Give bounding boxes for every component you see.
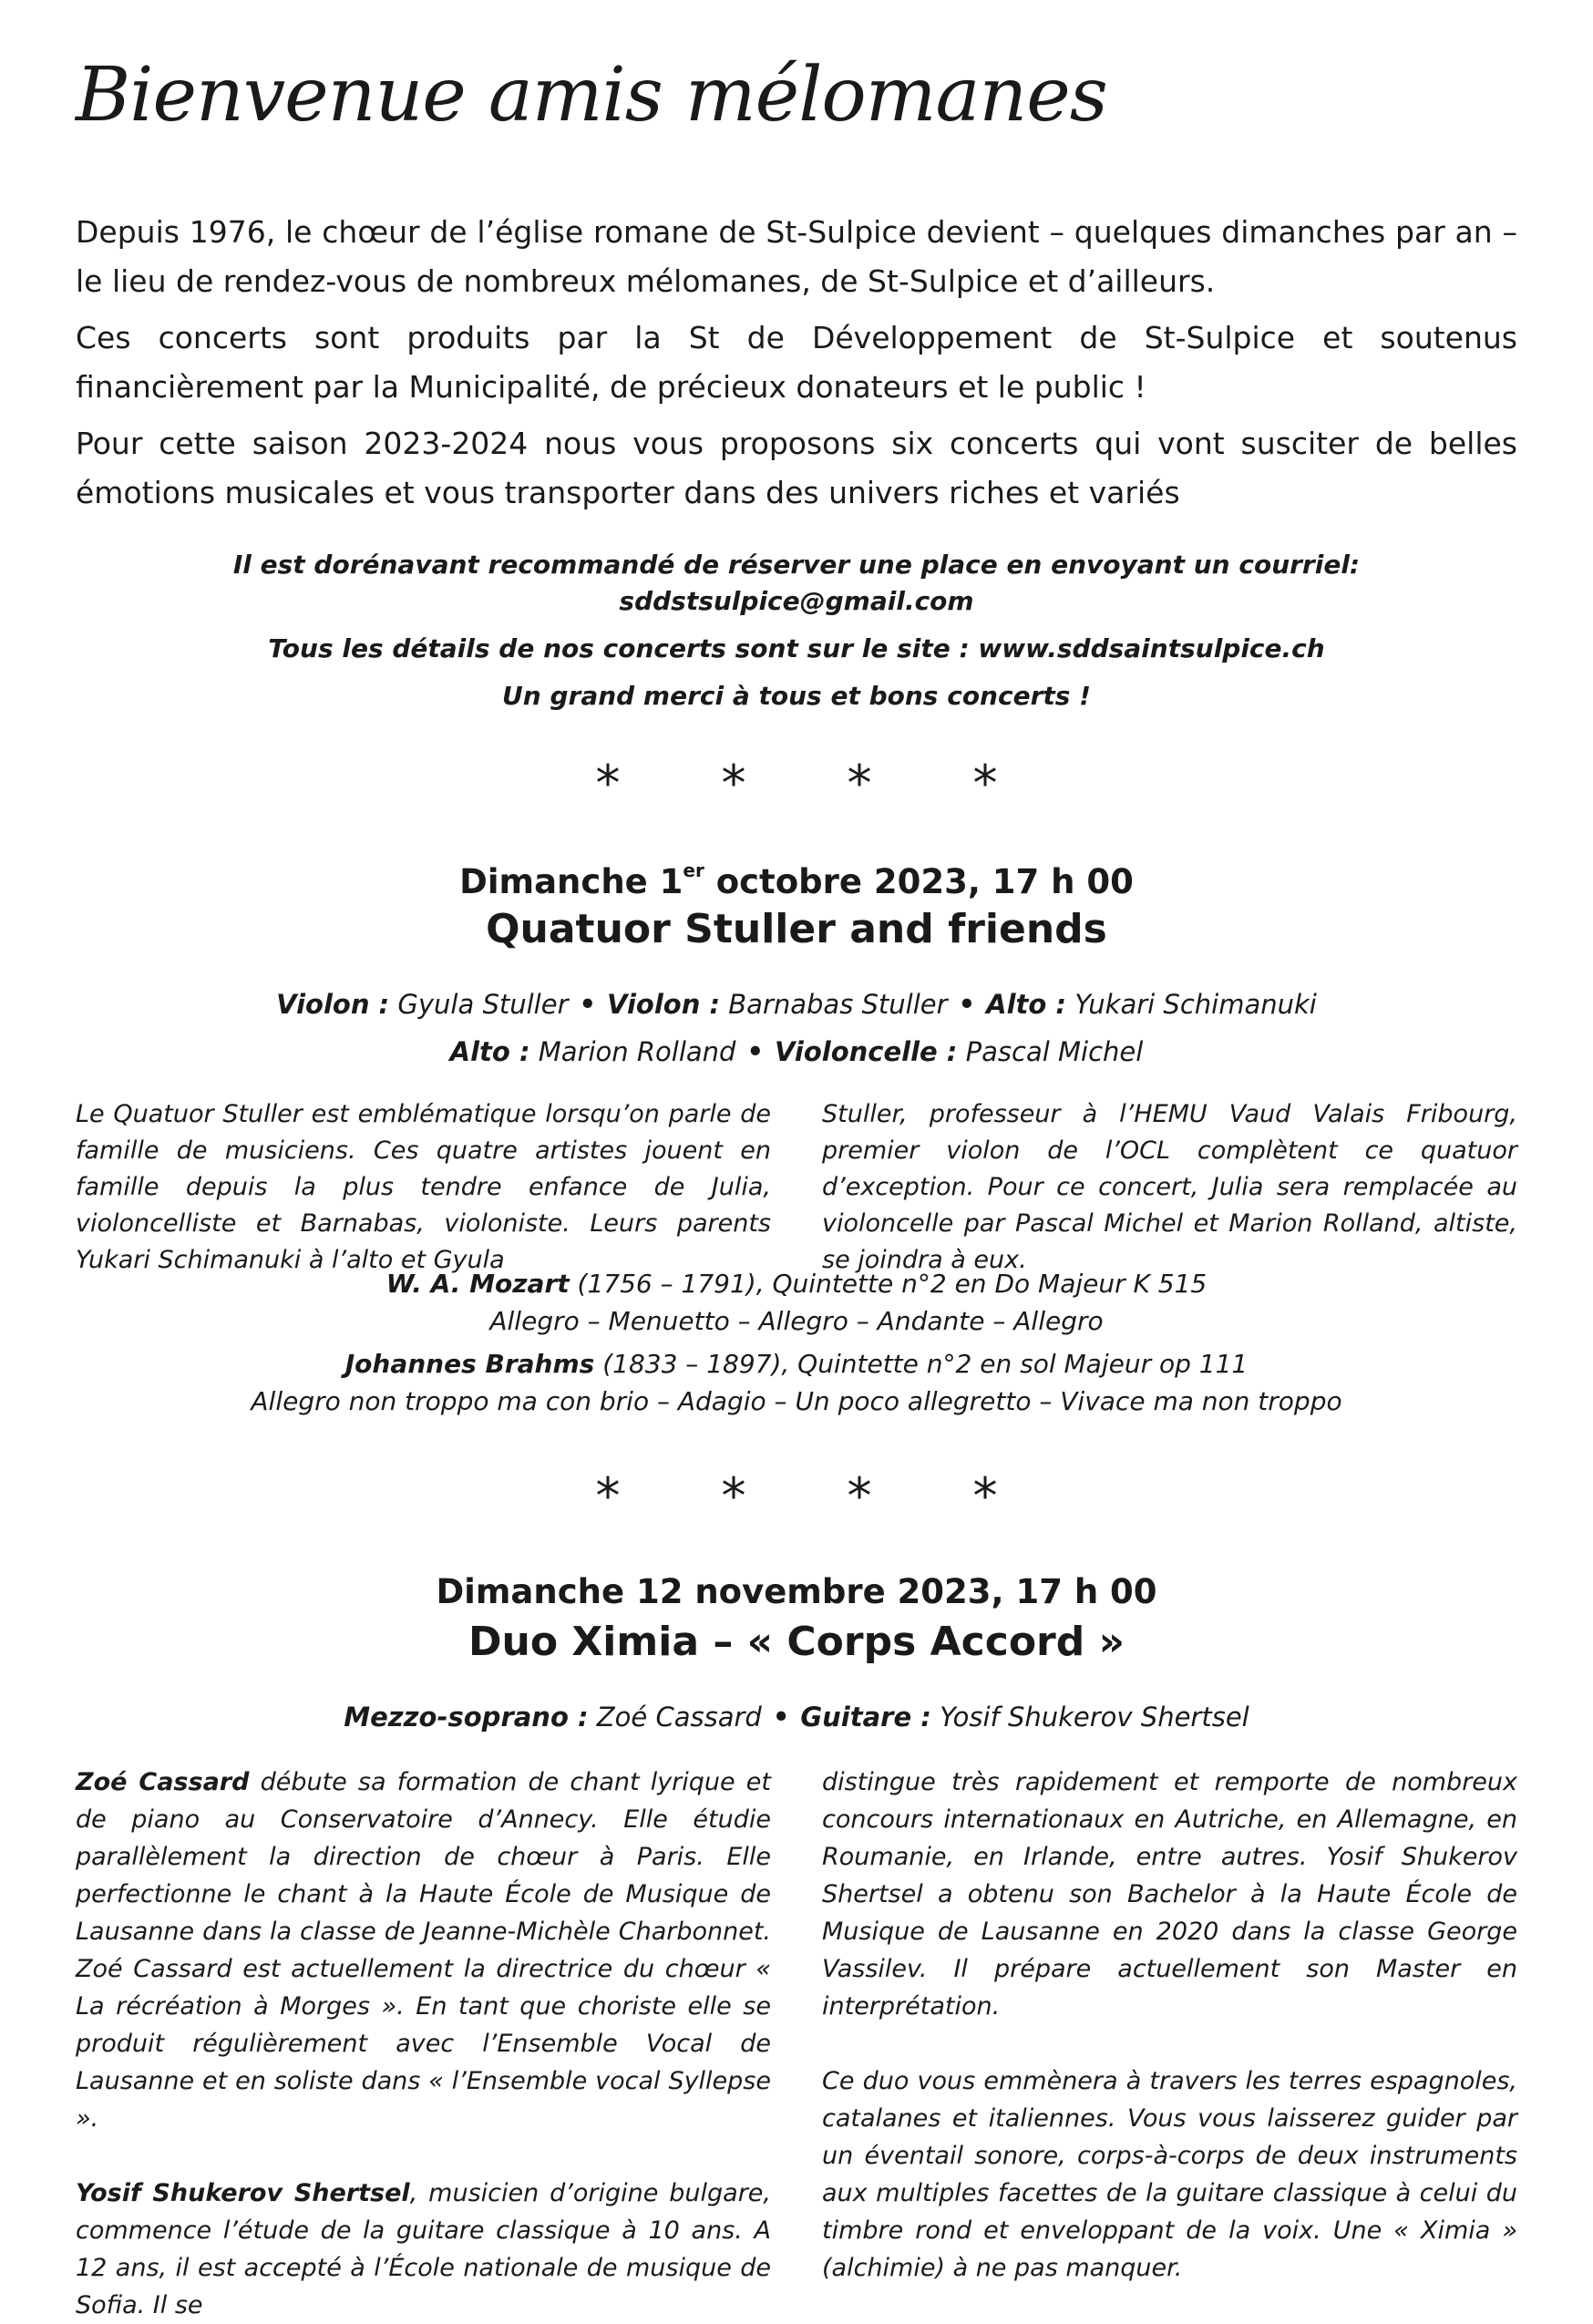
description-paragraph: distingue très rapidement et remporte de nombreux concours internationaux en Autriche, en Allemagne, en Roumanie, en Irlande, entre autres. Yosif Shukerov Shertsel a obtenu son Bachelor à la Haute École de Musique de Lausanne en 2020 dans la classe George Vassilev. Il prépare actuellement son Master en interprétation. [822,1768,1517,2021]
program-item [76,1265,1517,1340]
star-glyph: * [595,1467,621,1525]
performer-role: Violoncelle : [775,1036,958,1067]
bullet-separator: • [772,1702,790,1733]
intro-section [76,208,1517,525]
performer-role: Violon : [276,989,390,1020]
performers-line [76,981,1517,1028]
bullet-separator: • [746,1036,764,1067]
notice-section [76,547,1517,715]
program-page [76,0,1517,2319]
performer-name: Marion Rolland [538,1036,736,1067]
star-glyph: * [721,1467,746,1525]
program-list [76,1265,1517,1420]
composer-name: Johannes Brahms [344,1349,595,1379]
paragraph-text: débute sa formation de chant lyrique et de piano au Conservatoire d’Annecy. Elle étudie parallèlement la direction de chœur à Paris. Elle perfectionne le chant à la Haute École de Musique de Lausanne dans la classe de Jeanne-Michèle Charbonnet. Zoé Cassard est actuellement la directrice du chœur « La récréation à Morges ». En tant que choriste elle se produit régulièrement avec l’Ensemble Vocal de Lausanne et en soliste dans « l’Ensemble vocal Syllepse ». [76,1768,771,2133]
intro-paragraph: Depuis 1976, le chœur de l’église romane de St-Sulpice devient – quelques dimanches par an – le lieu de rendez-vous de nombreux mélomanes, de St-Sulpice et d’ailleurs. [76,214,1517,299]
performers [76,981,1517,1075]
performer-name: Yukari Schimanuki [1074,989,1317,1020]
performer-name: Pascal Michel [965,1036,1144,1067]
bullet-separator: • [958,989,976,1020]
composer-name: W. A. Mozart [385,1269,570,1299]
star-glyph: * [972,1467,998,1525]
performer-role: Mezzo-soprano : [344,1702,589,1733]
performer-name: Gyula Stuller [397,989,569,1020]
concert-title: Duo Ximia – « Corps Accord » [468,1619,1125,1665]
description-left-column [76,1764,771,2324]
movements: Allegro – Menuetto – Allegro – Andante – Allegro [489,1306,1104,1336]
star-glyph: * [847,1467,872,1525]
performer-role: Guitare : [800,1702,931,1733]
performers [76,1693,1517,1741]
artist-name: Yosif Shukerov Shertsel [76,2179,410,2207]
reservation-email: sddstsulpice@gmail.com [619,586,974,616]
separator-stars [76,756,1517,811]
description-right-column [822,1096,1517,1279]
description-paragraph: Ce duo vous emmènera à travers les terres espagnoles, catalanes et italiennes. Vous vous laisserez guider par un éventail sonore, corps-à-corps de deux instruments aux multiples facettes de la guitare classique à celui du timbre rond et enveloppant de la voix. Une « Ximia » (alchimie) à ne pas manquer. [822,2067,1517,2282]
concert-date: Dimanche 12 novembre 2023, 17 h 00 [436,1572,1157,1611]
artist-name: Zoé Cassard [76,1768,250,1796]
description-right-column [822,1764,1517,2324]
reservation-text: Il est dorénavant recommandé de réserver une place en envoyant un courriel: [232,550,1361,580]
star-glyph: * [595,755,621,812]
star-glyph: * [972,755,998,812]
paragraph-text: , musicien d’origine bulgare, commence l’étude de la guitare classique à 10 ans. A 12 ans, il est accepté à l’École nationale de musique de Sofia. Il se [76,2179,771,2319]
concert-date [76,859,1517,901]
program-item [76,1345,1517,1420]
intro-paragraph: Ces concerts sont produits par la St de Développement de St-Sulpice et soutenus financièrement par la Municipalité, de précieux donateurs et le public ! [76,320,1517,405]
thanks-text: Un grand merci à tous et bons concerts ! [502,681,1091,711]
work-title: (1833 – 1897), Quintette n°2 en sol Majeur op 111 [594,1349,1249,1379]
performer-name: Zoé Cassard [596,1702,762,1733]
concert-description [76,1764,1517,2324]
movements: Allegro non troppo ma con brio – Adagio – Un poco allegretto – Vivace ma non troppo [251,1386,1342,1416]
description-paragraph [76,1764,771,2137]
performer-role: Violon : [607,989,721,1020]
performers-line [76,1693,1517,1741]
star-glyph: * [721,755,746,812]
performers-line [76,1028,1517,1075]
separator-stars [76,1469,1517,1524]
date-prefix: Dimanche 1 [459,862,683,901]
performer-name: Yosif Shukerov Shertsel [940,1702,1249,1733]
details-text: Tous les détails de nos concerts sont sur le site : www.sddsaintsulpice.ch [268,633,1325,663]
description-paragraph: Le Quatuor Stuller est emblématique lorsqu’on parle de famille de musiciens. Ces quatre artistes jouent en famille depuis la plus tendre enfance de Julia, violoncelliste et Barnabas, violoniste. Leurs parents Yukari Schimanuki à l’alto et Gyula [76,1100,771,1274]
description-paragraph: Stuller, professeur à l’HEMU Vaud Valais Fribourg, premier violon de l’OCL complètent ce quatuor d’exception. Pour ce concert, Julia sera remplacée au violoncelle par Pascal Michel et Marion Rolland, altiste, se joindra à eux. [822,1100,1517,1274]
work-title: (1756 – 1791), Quintette n°2 en Do Majeur K 515 [569,1269,1208,1299]
description-left-column [76,1096,771,1279]
concert-description [76,1096,1517,1279]
date-superscript: er [683,859,704,881]
description-paragraph [76,2175,771,2324]
concert-title: Quatuor Stuller and friends [486,906,1107,952]
performer-role: Alto : [449,1036,530,1067]
bullet-separator: • [579,989,597,1020]
star-glyph: * [847,755,872,812]
date-suffix: octobre 2023, 17 h 00 [704,862,1134,901]
performer-role: Alto : [986,989,1066,1020]
intro-paragraph: Pour cette saison 2023-2024 nous vous proposons six concerts qui vont susciter de belles émotions musicales et vous transporter dans des univers riches et variés [76,426,1517,510]
performer-name: Barnabas Stuller [728,989,948,1020]
page-title: Bienvenue amis mélomanes [76,52,1107,139]
